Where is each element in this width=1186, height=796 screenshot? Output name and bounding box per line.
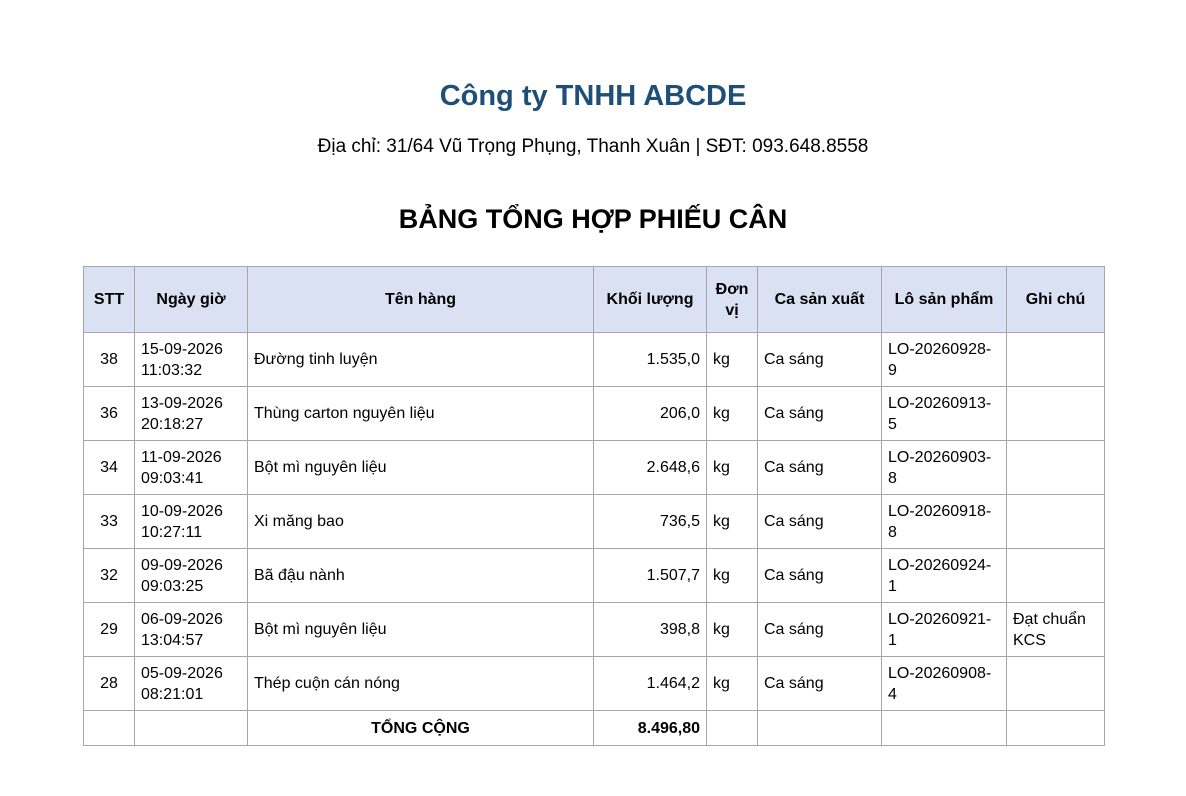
cell-stt: 33 (84, 495, 135, 549)
cell-note (1007, 441, 1105, 495)
cell-product-name: Thùng carton nguyên liệu (248, 387, 594, 441)
cell-note (1007, 387, 1105, 441)
cell-stt: 32 (84, 549, 135, 603)
col-header-datetime: Ngày giờ (135, 267, 248, 333)
col-header-shift: Ca sản xuất (758, 267, 882, 333)
cell-stt: 28 (84, 657, 135, 711)
cell-unit: kg (707, 657, 758, 711)
cell-datetime (135, 495, 248, 549)
cell-shift: Ca sáng (758, 495, 882, 549)
cell-time: 08:21:01 (141, 685, 204, 703)
total-weight: 8.496,80 (594, 711, 707, 746)
table-row (84, 441, 1105, 495)
cell-lot-line2: 8 (888, 523, 897, 541)
cell-product-name: Thép cuộn cán nóng (248, 657, 594, 711)
total-empty-cell (135, 711, 248, 746)
table-row (84, 495, 1105, 549)
cell-lot-line1: LO-20260903- (888, 448, 992, 466)
cell-date: 06-09-2026 (141, 610, 223, 628)
col-header-stt: STT (84, 267, 135, 333)
cell-weight: 1.464,2 (594, 657, 707, 711)
cell-time: 09:03:25 (141, 577, 204, 595)
cell-date: 13-09-2026 (141, 394, 223, 412)
total-empty-cell (882, 711, 1007, 746)
cell-weight: 2.648,6 (594, 441, 707, 495)
cell-note (1007, 603, 1105, 657)
col-header-unit: Đơn vị (707, 267, 758, 333)
cell-stt: 38 (84, 333, 135, 387)
cell-stt: 34 (84, 441, 135, 495)
cell-lot-line1: LO-20260924- (888, 556, 992, 574)
table-row (84, 657, 1105, 711)
cell-note-line2: KCS (1013, 631, 1046, 649)
cell-shift: Ca sáng (758, 603, 882, 657)
cell-note (1007, 333, 1105, 387)
weighing-summary-table (83, 266, 1105, 746)
cell-datetime (135, 549, 248, 603)
cell-product-name: Xi măng bao (248, 495, 594, 549)
cell-datetime (135, 603, 248, 657)
cell-lot-line1: LO-20260908- (888, 664, 992, 682)
cell-shift: Ca sáng (758, 657, 882, 711)
cell-lot-line1: LO-20260918- (888, 502, 992, 520)
cell-weight: 1.535,0 (594, 333, 707, 387)
cell-weight: 398,8 (594, 603, 707, 657)
cell-lot (882, 603, 1007, 657)
total-row (84, 711, 1105, 746)
col-header-lot: Lô sản phẩm (882, 267, 1007, 333)
cell-date: 05-09-2026 (141, 664, 223, 682)
cell-date: 10-09-2026 (141, 502, 223, 520)
company-address: Địa chỉ: 31/64 Vũ Trọng Phụng, Thanh Xuân | SĐT: 093.648.8558 (317, 136, 869, 157)
cell-lot-line2: 1 (888, 631, 897, 649)
document-title: BẢNG TỔNG HỢP PHIẾU CÂN (398, 204, 788, 234)
cell-lot-line2: 4 (888, 685, 897, 703)
cell-time: 20:18:27 (141, 415, 204, 433)
cell-lot-line2: 5 (888, 415, 897, 433)
cell-date: 09-09-2026 (141, 556, 223, 574)
cell-lot-line1: LO-20260928- (888, 340, 992, 358)
cell-lot (882, 333, 1007, 387)
cell-lot (882, 441, 1007, 495)
total-empty-cell (758, 711, 882, 746)
table-row (84, 333, 1105, 387)
cell-unit: kg (707, 441, 758, 495)
cell-product-name: Đường tinh luyện (248, 333, 594, 387)
cell-note (1007, 549, 1105, 603)
cell-unit: kg (707, 333, 758, 387)
cell-unit: kg (707, 387, 758, 441)
cell-lot-line1: LO-20260913- (888, 394, 992, 412)
cell-shift: Ca sáng (758, 333, 882, 387)
cell-date: 15-09-2026 (141, 340, 223, 358)
cell-lot-line2: 8 (888, 469, 897, 487)
cell-product-name: Bã đậu nành (248, 549, 594, 603)
cell-note (1007, 495, 1105, 549)
cell-time: 09:03:41 (141, 469, 204, 487)
cell-datetime (135, 441, 248, 495)
cell-lot-line2: 9 (888, 361, 897, 379)
cell-note (1007, 657, 1105, 711)
table-row (84, 387, 1105, 441)
total-empty-cell (707, 711, 758, 746)
table-header-row (84, 267, 1105, 333)
cell-lot-line2: 1 (888, 577, 897, 595)
col-header-weight: Khối lượng (594, 267, 707, 333)
cell-time: 10:27:11 (141, 523, 203, 541)
total-label: TỔNG CỘNG (248, 711, 594, 746)
cell-shift: Ca sáng (758, 387, 882, 441)
cell-unit: kg (707, 549, 758, 603)
company-name: Công ty TNHH ABCDE (439, 80, 747, 112)
cell-lot (882, 495, 1007, 549)
cell-datetime (135, 657, 248, 711)
cell-note-line1: Đạt chuẩn (1013, 610, 1086, 628)
cell-lot-line1: LO-20260921- (888, 610, 992, 628)
col-header-product-name: Tên hàng (248, 267, 594, 333)
cell-weight: 736,5 (594, 495, 707, 549)
cell-lot (882, 387, 1007, 441)
cell-datetime (135, 333, 248, 387)
cell-datetime (135, 387, 248, 441)
cell-unit: kg (707, 495, 758, 549)
total-empty-cell (84, 711, 135, 746)
cell-date: 11-09-2026 (141, 448, 222, 466)
cell-product-name: Bột mì nguyên liệu (248, 603, 594, 657)
col-header-note: Ghi chú (1007, 267, 1105, 333)
cell-shift: Ca sáng (758, 441, 882, 495)
cell-shift: Ca sáng (758, 549, 882, 603)
cell-time: 11:03:32 (141, 361, 203, 379)
table-row (84, 603, 1105, 657)
cell-time: 13:04:57 (141, 631, 204, 649)
cell-stt: 29 (84, 603, 135, 657)
cell-product-name: Bột mì nguyên liệu (248, 441, 594, 495)
cell-unit: kg (707, 603, 758, 657)
cell-weight: 1.507,7 (594, 549, 707, 603)
cell-lot (882, 657, 1007, 711)
table-row (84, 549, 1105, 603)
cell-lot (882, 549, 1007, 603)
total-empty-cell (1007, 711, 1105, 746)
cell-weight: 206,0 (594, 387, 707, 441)
cell-stt: 36 (84, 387, 135, 441)
